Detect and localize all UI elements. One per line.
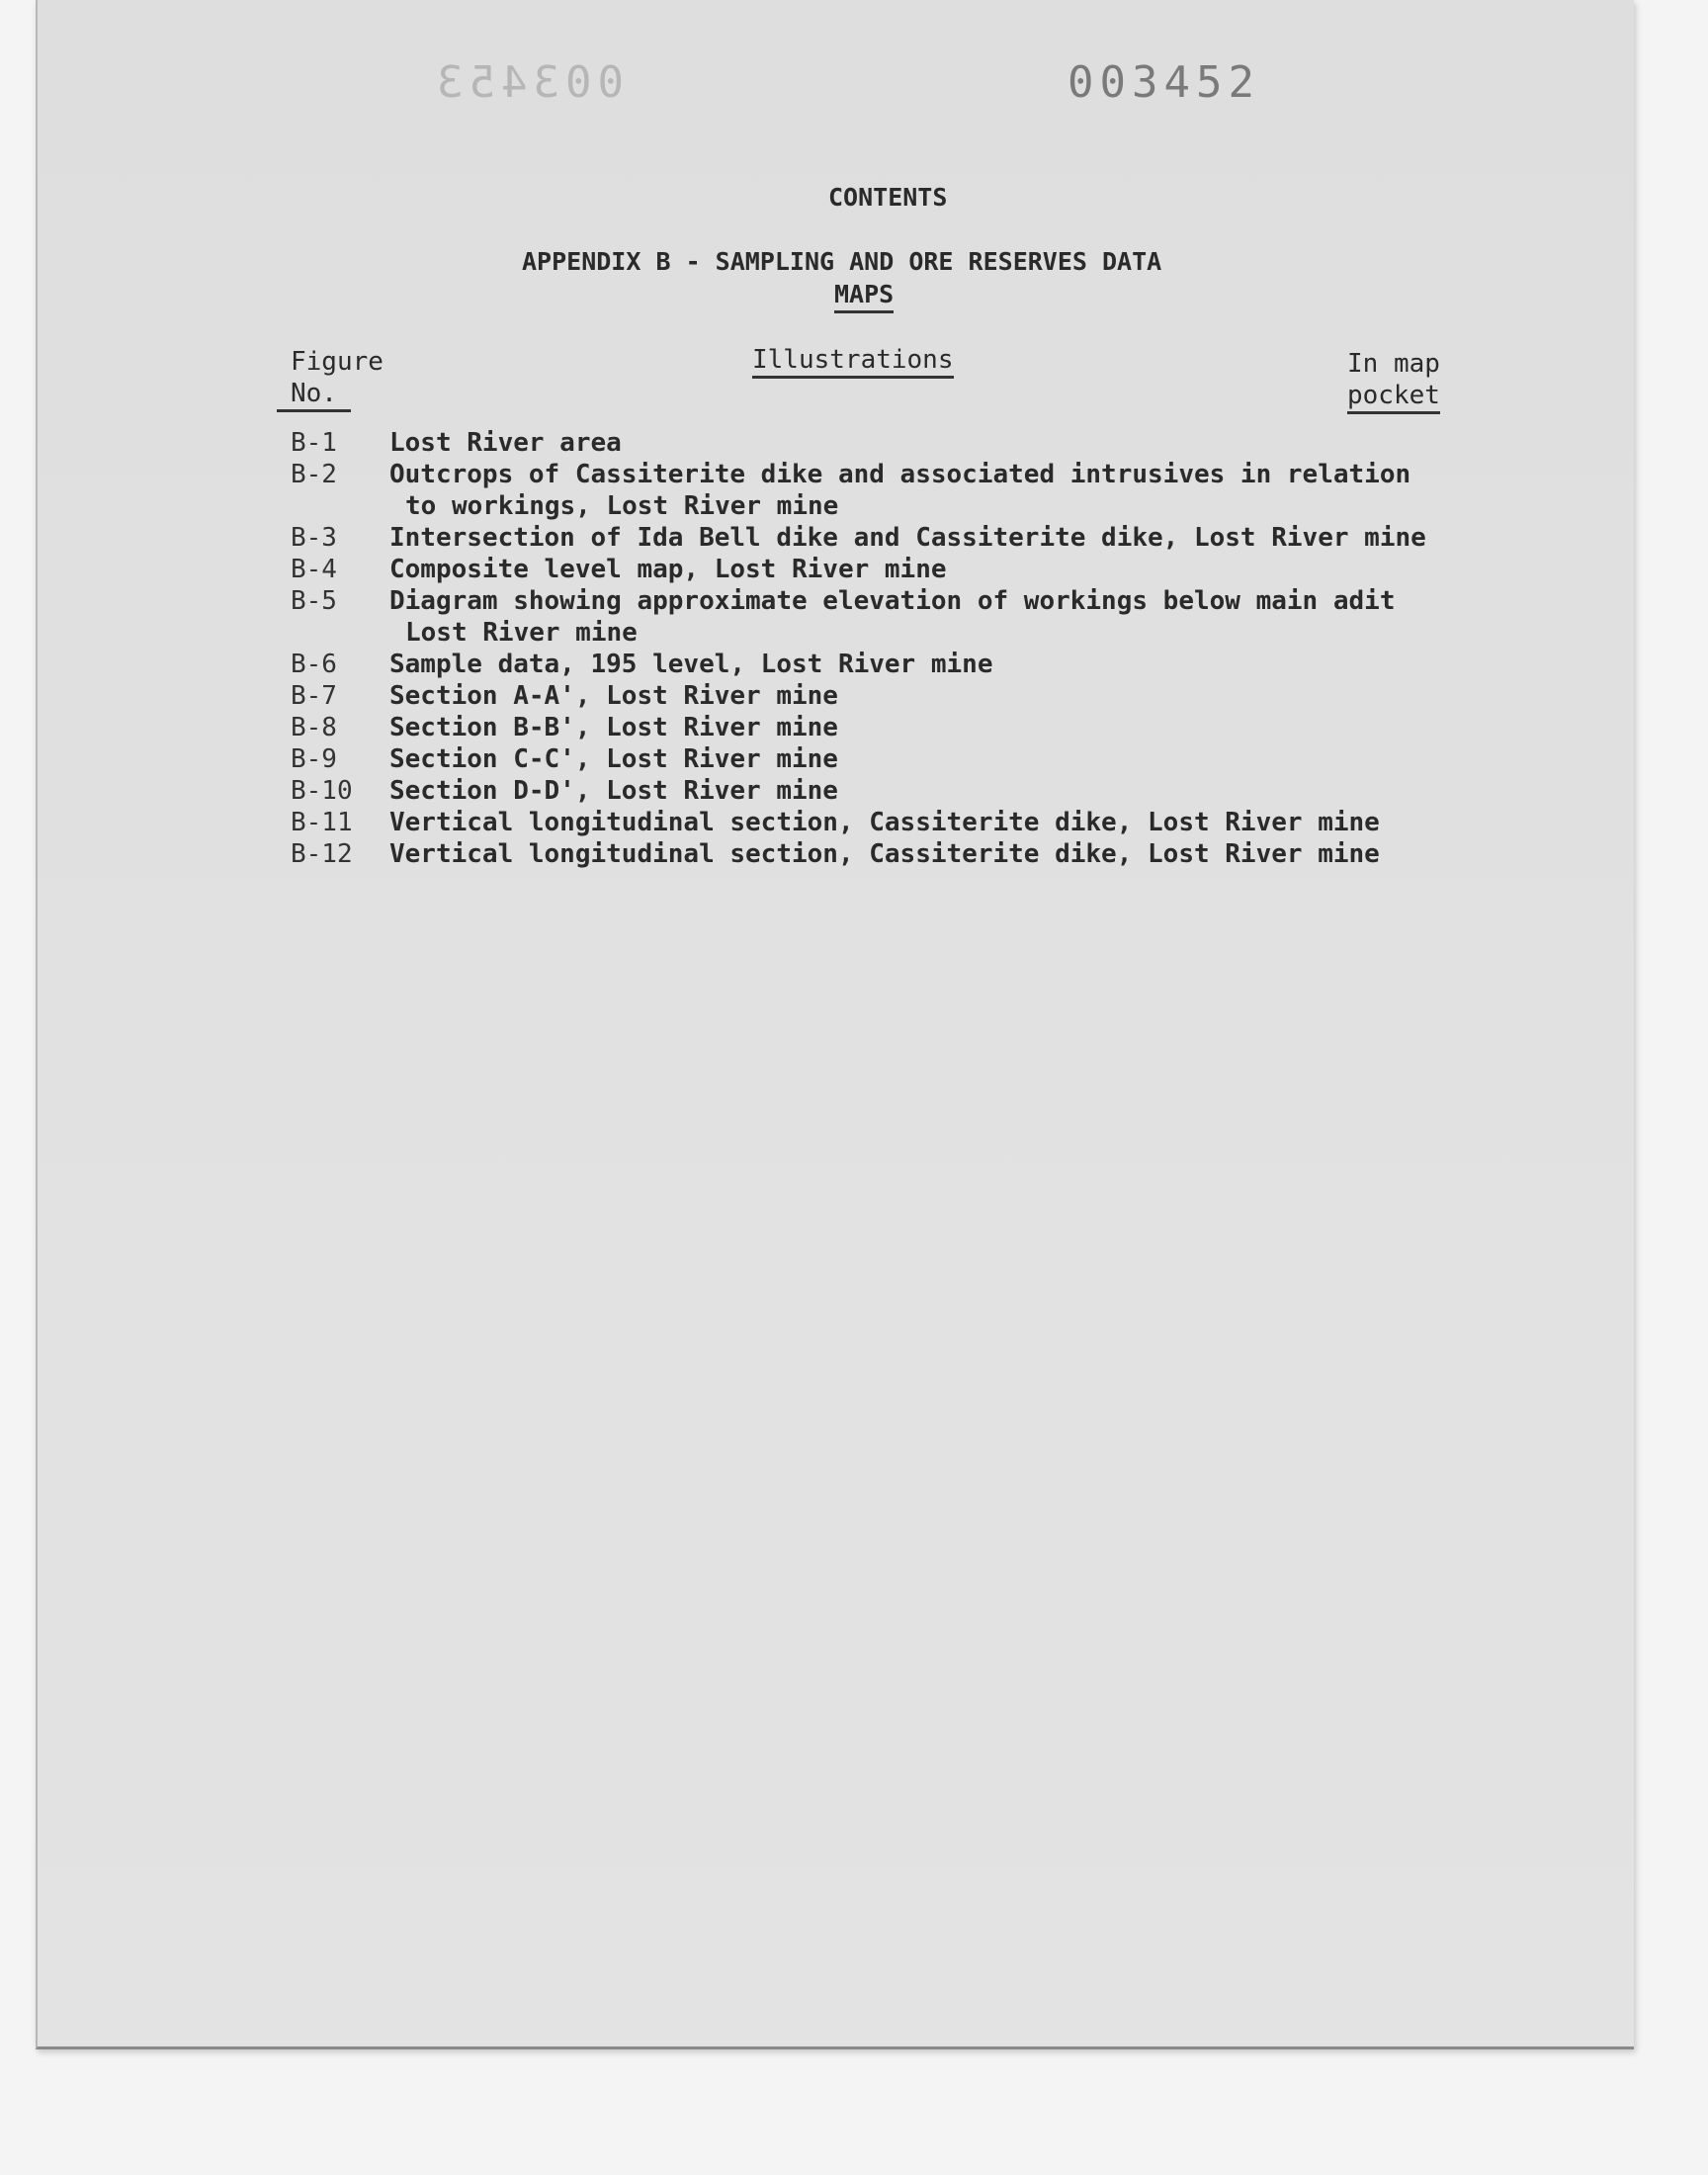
- figure-description: Sample data, 195 level, Lost River mine: [389, 650, 993, 679]
- list-item: [291, 427, 1556, 459]
- figure-number: B-3: [291, 523, 337, 553]
- figure-number: B-8: [291, 713, 337, 742]
- figure-description: Section B-B', Lost River mine: [389, 713, 838, 742]
- appendix-title: APPENDIX B - SAMPLING AND ORE RESERVES DATA: [522, 247, 1162, 276]
- list-item: [291, 554, 1556, 585]
- list-item: [291, 743, 1556, 775]
- figure-header-line2: No.: [277, 378, 351, 412]
- list-item: [291, 585, 1556, 649]
- figure-number: B-4: [291, 555, 337, 584]
- list-item: [291, 459, 1556, 522]
- pocket-header-line1: In map: [1347, 349, 1440, 379]
- figure-number: B-7: [291, 681, 337, 711]
- figure-description: Lost River area: [389, 428, 622, 458]
- list-item: [291, 712, 1556, 743]
- list-item: [291, 838, 1556, 870]
- figure-description: Vertical longitudinal section, Cassiterite dike, Lost River mine: [389, 808, 1380, 837]
- figure-header-line1: Figure: [291, 347, 384, 377]
- figure-description: Section A-A', Lost River mine: [389, 681, 838, 711]
- pocket-header-line2: pocket: [1347, 380, 1440, 414]
- page-number-stamp: 003452: [1068, 57, 1260, 108]
- figure-number-column-header: [291, 346, 384, 412]
- figure-description: Section D-D', Lost River mine: [389, 776, 838, 806]
- figure-number: B-9: [291, 744, 337, 774]
- bleed-through-page-number: 003453: [431, 57, 624, 108]
- figure-number: B-11: [291, 808, 353, 837]
- figure-number: B-10: [291, 776, 353, 806]
- figure-description: Vertical longitudinal section, Cassiterite dike, Lost River mine: [389, 839, 1380, 869]
- figure-description-continuation: to workings, Lost River mine: [405, 491, 839, 521]
- list-item: [291, 807, 1556, 838]
- map-pocket-column-header: [1347, 348, 1440, 414]
- figure-number: B-1: [291, 428, 337, 458]
- contents-heading: CONTENTS: [828, 183, 948, 212]
- figure-description: Diagram showing approximate elevation of workings below main adit: [389, 586, 1396, 616]
- maps-subtitle: MAPS: [834, 280, 894, 313]
- list-item: [291, 649, 1556, 680]
- list-item: [291, 775, 1556, 807]
- figure-description: Outcrops of Cassiterite dike and associated intrusives in relation: [389, 460, 1411, 489]
- figure-number: B-12: [291, 839, 353, 869]
- document-page: [36, 0, 1634, 2049]
- figure-number: B-5: [291, 586, 337, 616]
- figure-description: Composite level map, Lost River mine: [389, 555, 947, 584]
- list-item: [291, 680, 1556, 712]
- figure-number: B-6: [291, 650, 337, 679]
- figure-number: B-2: [291, 460, 337, 489]
- figure-description-continuation: Lost River mine: [405, 618, 638, 648]
- illustrations-column-header: Illustrations: [752, 344, 954, 379]
- figure-list: [291, 427, 1556, 870]
- list-item: [291, 522, 1556, 554]
- figure-description: Intersection of Ida Bell dike and Cassiterite dike, Lost River mine: [389, 523, 1426, 553]
- figure-description: Section C-C', Lost River mine: [389, 744, 838, 774]
